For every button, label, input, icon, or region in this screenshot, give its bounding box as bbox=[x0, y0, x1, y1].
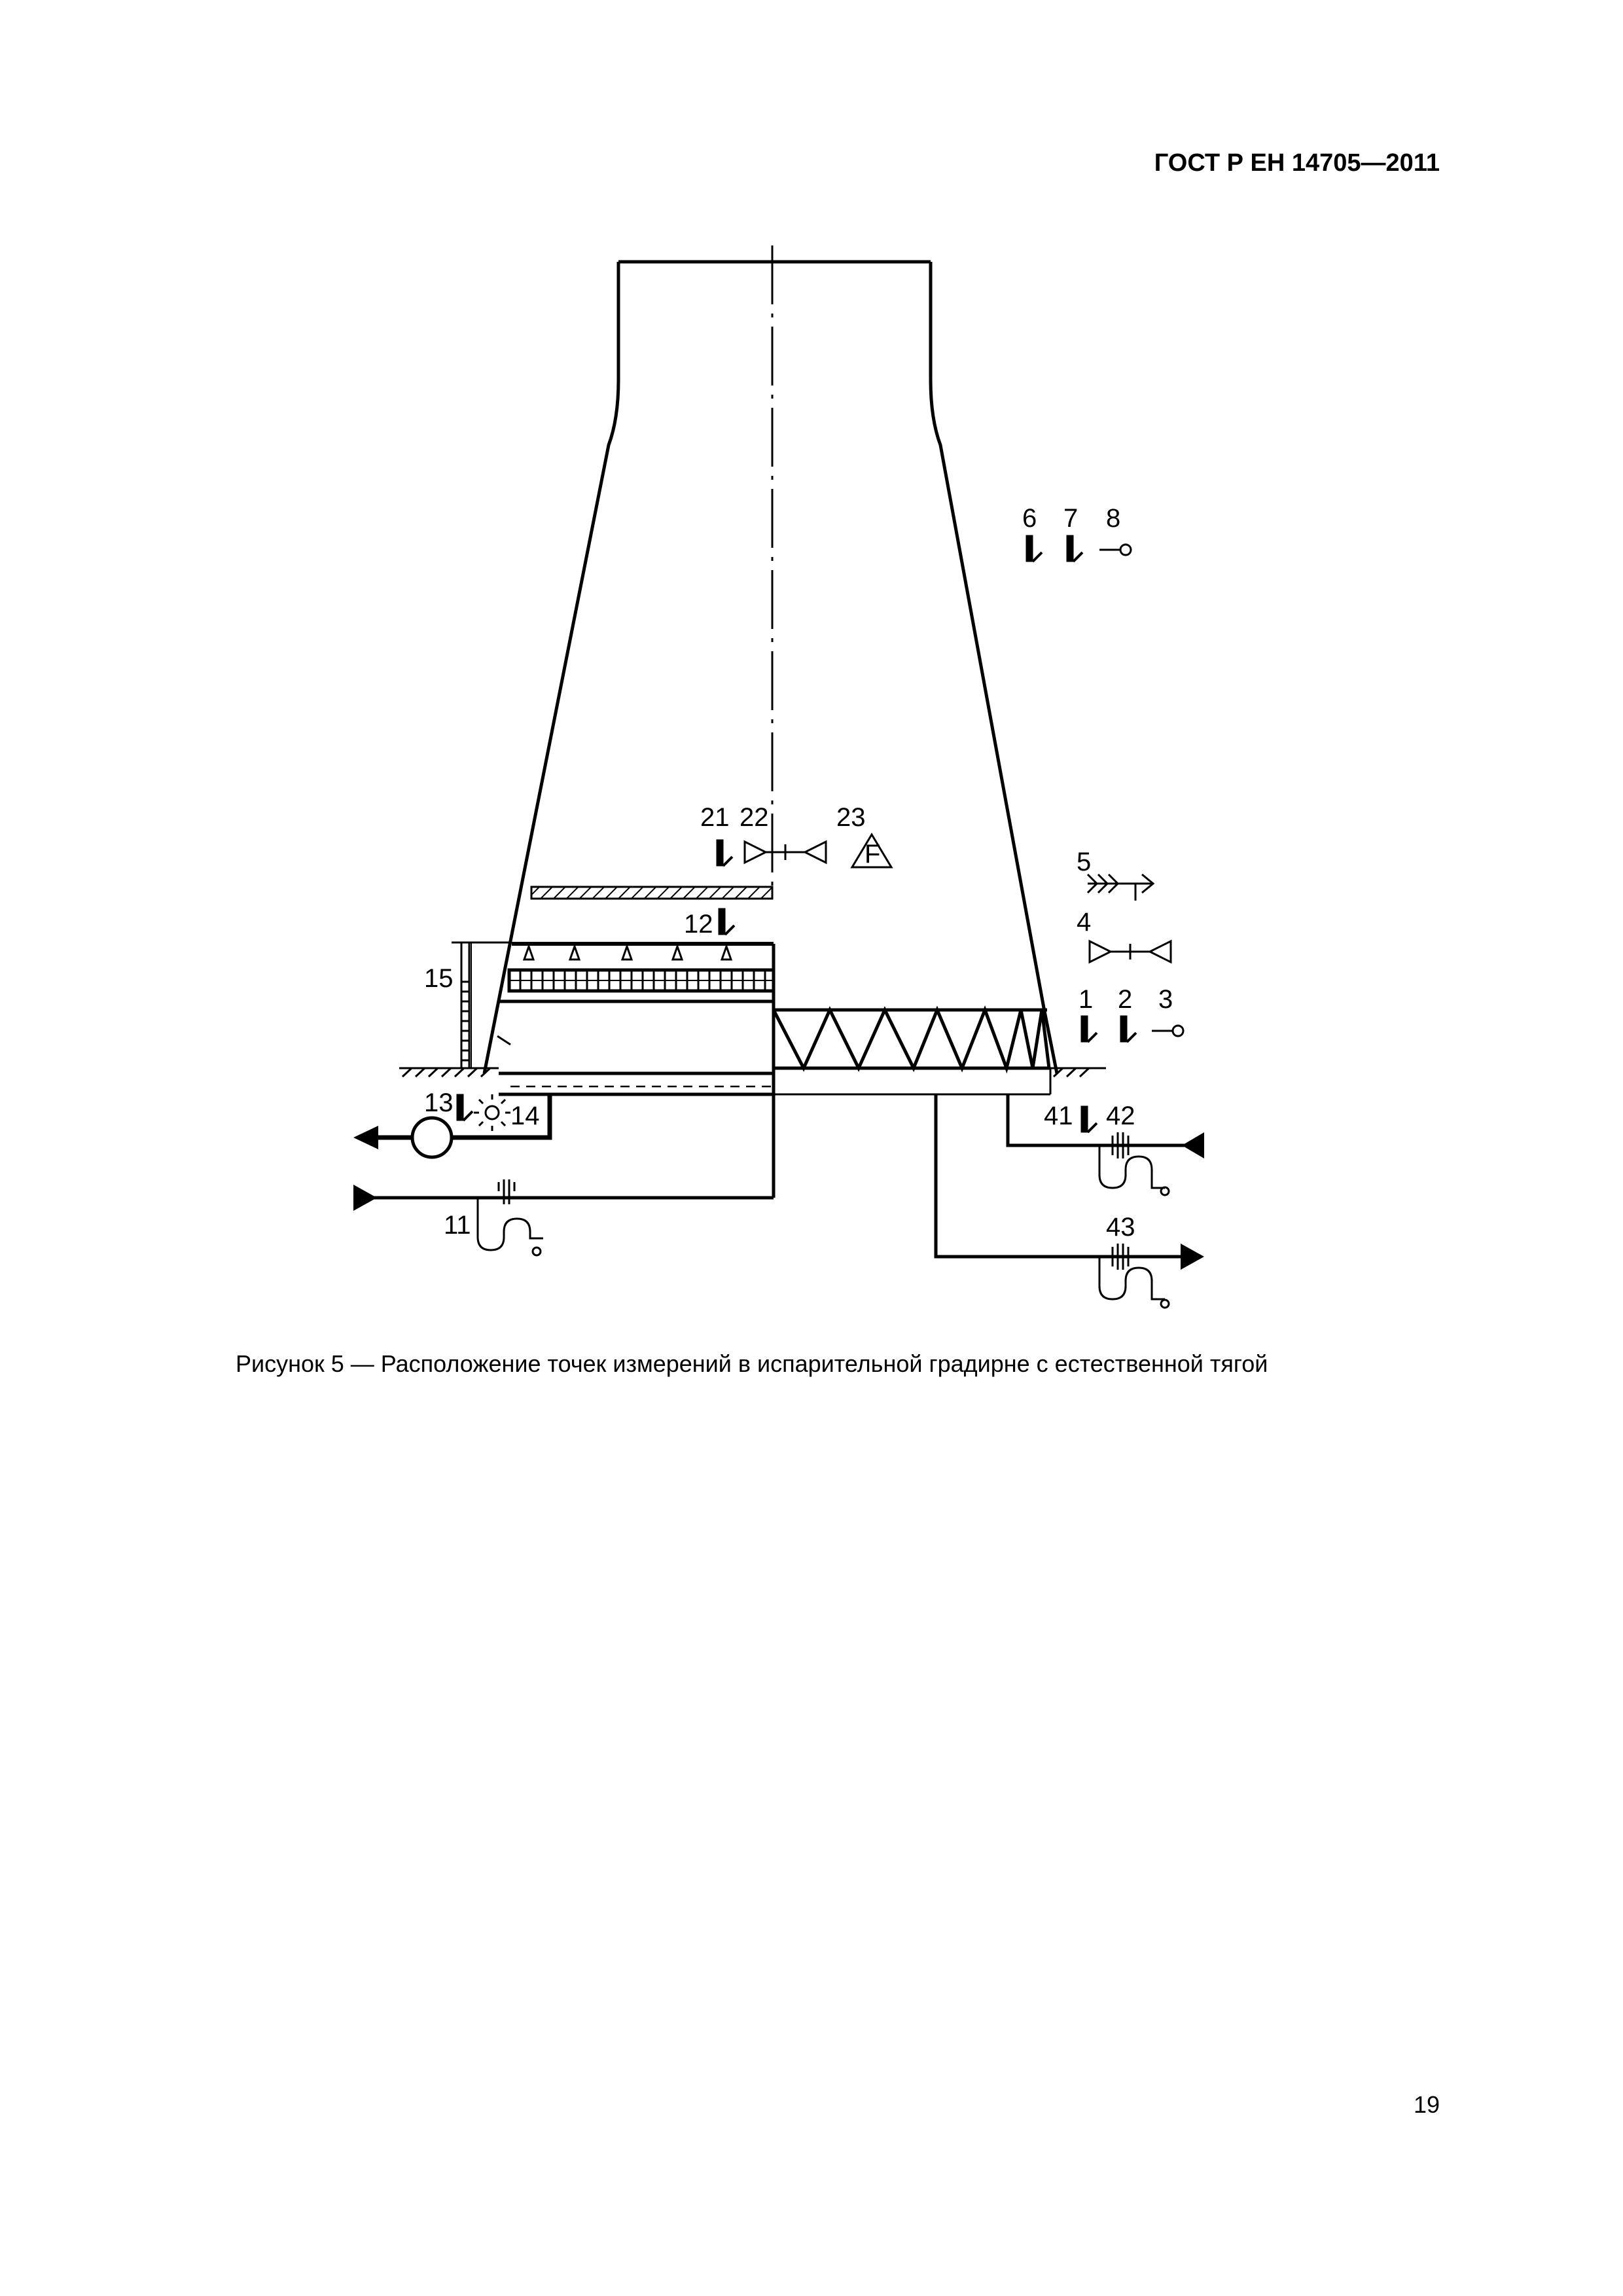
spray-nozzle bbox=[570, 946, 579, 960]
central-riser bbox=[353, 944, 774, 1198]
blowdown-arrow-icon bbox=[1181, 1244, 1204, 1270]
label-41: 41 bbox=[1044, 1102, 1073, 1130]
label-42: 42 bbox=[1106, 1102, 1135, 1130]
level-gauge bbox=[452, 942, 510, 1068]
outlet-arrow-icon bbox=[353, 1126, 378, 1149]
label-4: 4 bbox=[1077, 908, 1092, 937]
thermometer-icon-1 bbox=[1081, 1016, 1097, 1042]
label-21: 21 bbox=[700, 803, 730, 832]
label-15: 15 bbox=[424, 964, 454, 993]
label-12: 12 bbox=[684, 910, 713, 939]
spray-distribution bbox=[512, 944, 774, 960]
label-2: 2 bbox=[1118, 985, 1133, 1014]
label-5: 5 bbox=[1077, 848, 1092, 876]
humidity-probe-icon-8 bbox=[1099, 545, 1131, 555]
label-13: 13 bbox=[424, 1088, 454, 1117]
label-43: 43 bbox=[1106, 1213, 1135, 1242]
spray-nozzle bbox=[673, 946, 682, 960]
air-velocity-probe-icons bbox=[745, 842, 1171, 962]
label-23: 23 bbox=[836, 803, 866, 832]
spray-nozzle bbox=[524, 946, 533, 960]
label-14: 14 bbox=[510, 1102, 540, 1130]
thermometer-icon-41 bbox=[1081, 1106, 1097, 1132]
label-11: 11 bbox=[444, 1211, 471, 1240]
make-up-line bbox=[1008, 1094, 1185, 1195]
tower-right-wall bbox=[931, 262, 1057, 1073]
label-3: 3 bbox=[1158, 985, 1173, 1014]
label-8: 8 bbox=[1106, 504, 1121, 533]
thermometer-icon-6 bbox=[1026, 535, 1042, 562]
air-inlet-louvres bbox=[774, 1010, 1049, 1068]
label-6: 6 bbox=[1022, 504, 1037, 533]
measurement-point-labels bbox=[424, 504, 1173, 1242]
drift-eliminator bbox=[531, 887, 772, 899]
page-header-standard: ГОСТ Р ЕН 14705—2011 bbox=[1154, 149, 1440, 177]
flow-meter-letter: F bbox=[865, 840, 881, 869]
fill-pack bbox=[499, 970, 774, 1001]
thermometer-icon-13 bbox=[457, 1094, 473, 1121]
hot-water-inlet-line bbox=[366, 1179, 774, 1255]
thermometer-icon-21 bbox=[717, 840, 732, 866]
label-22: 22 bbox=[740, 803, 769, 832]
label-1: 1 bbox=[1079, 985, 1094, 1014]
make-up-arrow-icon bbox=[1182, 1132, 1204, 1158]
spray-nozzle bbox=[622, 946, 632, 960]
label-7: 7 bbox=[1063, 504, 1079, 533]
thermometer-icon-2 bbox=[1120, 1016, 1136, 1042]
inlet-arrow-icon bbox=[353, 1185, 377, 1211]
tower-left-wall bbox=[484, 262, 618, 1073]
figure-caption: Рисунок 5 — Расположение точек измерений в испарительной градирне с естественной тягой bbox=[236, 1350, 1268, 1377]
pump-icon bbox=[412, 1118, 452, 1157]
velocity-probe-icon-4 bbox=[1090, 941, 1171, 962]
spray-nozzle bbox=[722, 946, 731, 960]
velocity-probe-icon-22 bbox=[745, 842, 826, 863]
sampling-point-icon bbox=[474, 1094, 510, 1131]
thermometer-icon-7 bbox=[1067, 535, 1082, 562]
flow-meter-icon bbox=[852, 834, 891, 869]
humidity-probe-icon-3 bbox=[1152, 1026, 1183, 1036]
page-number: 19 bbox=[1413, 2091, 1440, 2118]
wind-direction-icon bbox=[1088, 874, 1153, 901]
tower-shell bbox=[484, 262, 1057, 1073]
thermometer-icon-12 bbox=[719, 908, 734, 935]
thermometer-icons bbox=[457, 535, 1136, 1132]
